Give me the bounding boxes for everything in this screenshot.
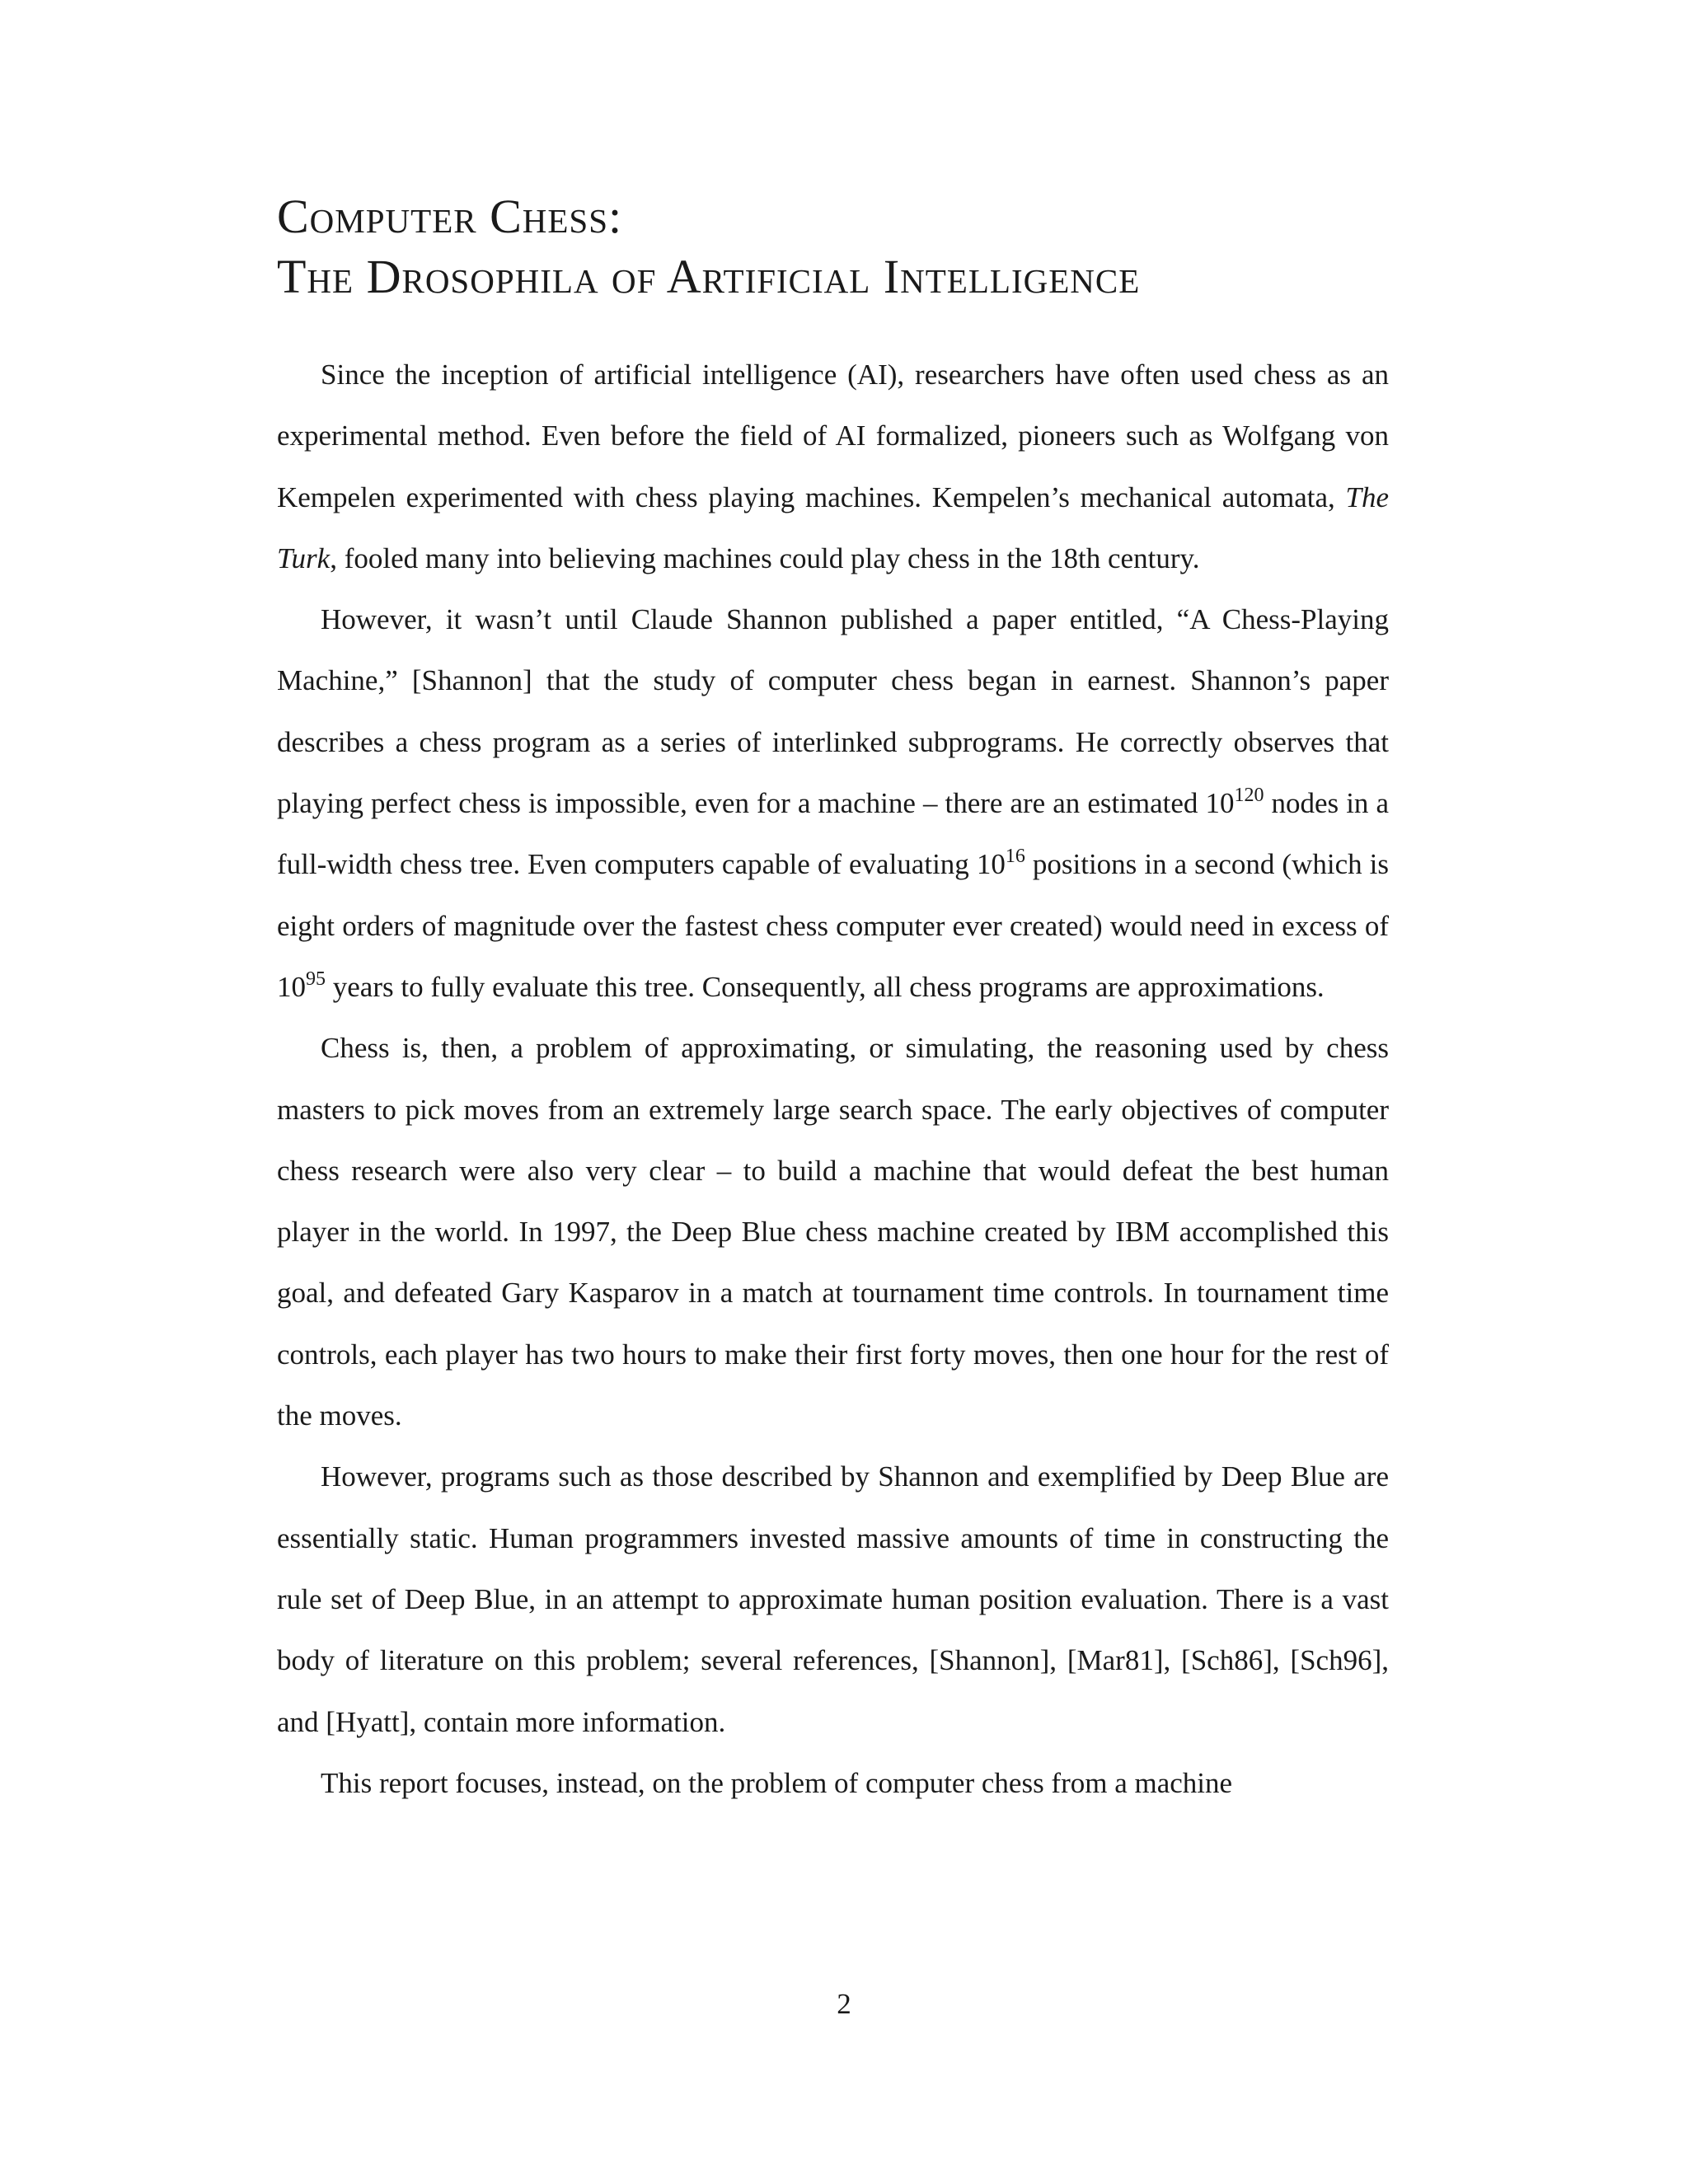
paragraph-1 bbox=[277, 344, 1389, 589]
exponent-95: 95 bbox=[306, 968, 326, 990]
title-line-1: Computer Chess: bbox=[277, 190, 623, 243]
paragraph-2-text-c: positions in a second (which is eight orders of magnitude over the fastest chess computer ever created) would need in excess of 10 bbox=[277, 848, 1389, 1003]
paragraph-2 bbox=[277, 589, 1389, 1018]
exponent-16: 16 bbox=[1005, 846, 1025, 868]
section-title bbox=[277, 186, 1431, 307]
paragraph-1-text-b: , fooled many into believing machines could play chess in the 18th century. bbox=[330, 541, 1200, 574]
italic-title-the-turk: The Turk bbox=[277, 480, 1389, 574]
paragraph-3: Chess is, then, a problem of approximating, or simulating, the reasoning used by chess masters to pick moves from an extremely large search space. The early objectives of computer chess research were also very clear – to build a machine that would defeat the best human player in the world. In 1997, the Deep Blue chess machine created by IBM accomplished this goal, and defeated Gary Kasparov in a match at tournament time controls. In tournament time controls, each player has two hours to make their first forty moves, then one hour for the rest of the moves. bbox=[277, 1032, 1389, 1432]
body-text bbox=[277, 344, 1389, 1814]
paragraph-1-text-a: Since the inception of artificial intelligence (AI), researchers have often used chess as an experimental method. Even before the field of AI formalized, pioneers such as Wolfgang von Kempelen experimented with chess playing machines. Kempelen’s mechanical automata, bbox=[277, 359, 1389, 513]
paragraph-4: However, programs such as those described by Shannon and exemplified by Deep Blue are essentially static. Human programmers invested massive amounts of time in constructing the rule set of Deep Blue, in an attempt to approximate human position evaluation. There is a vast body of literature on this problem; several references, [Shannon], [Mar81], [Sch86], [Sch96], and [Hyatt], contain more information. bbox=[277, 1460, 1389, 1738]
paragraph-2-text-b: nodes in a full-width chess tree. Even computers capable of evaluating 10 bbox=[277, 787, 1390, 881]
title-line-2: The Drosophila of Artificial Intelligence bbox=[277, 250, 1141, 303]
paragraph-2-text-d: years to fully evaluate this tree. Consequently, all chess programs are approximations. bbox=[326, 970, 1325, 1003]
paragraph-2-text-a: However, it wasn’t until Claude Shannon published a paper entitled, “A Chess-Playing Machine,” [Shannon] that the study of computer chess began in earnest. Shannon’s paper describes a chess program as a series of interlinked subprograms. He correctly observes that playing perfect chess is impossible, even for a machine – there are an estimated 10 bbox=[277, 603, 1389, 820]
page-number: 2 bbox=[837, 1988, 851, 2020]
paragraph-5: This report focuses, instead, on the problem of computer chess from a machine bbox=[321, 1766, 1233, 1799]
exponent-120: 120 bbox=[1234, 785, 1264, 807]
